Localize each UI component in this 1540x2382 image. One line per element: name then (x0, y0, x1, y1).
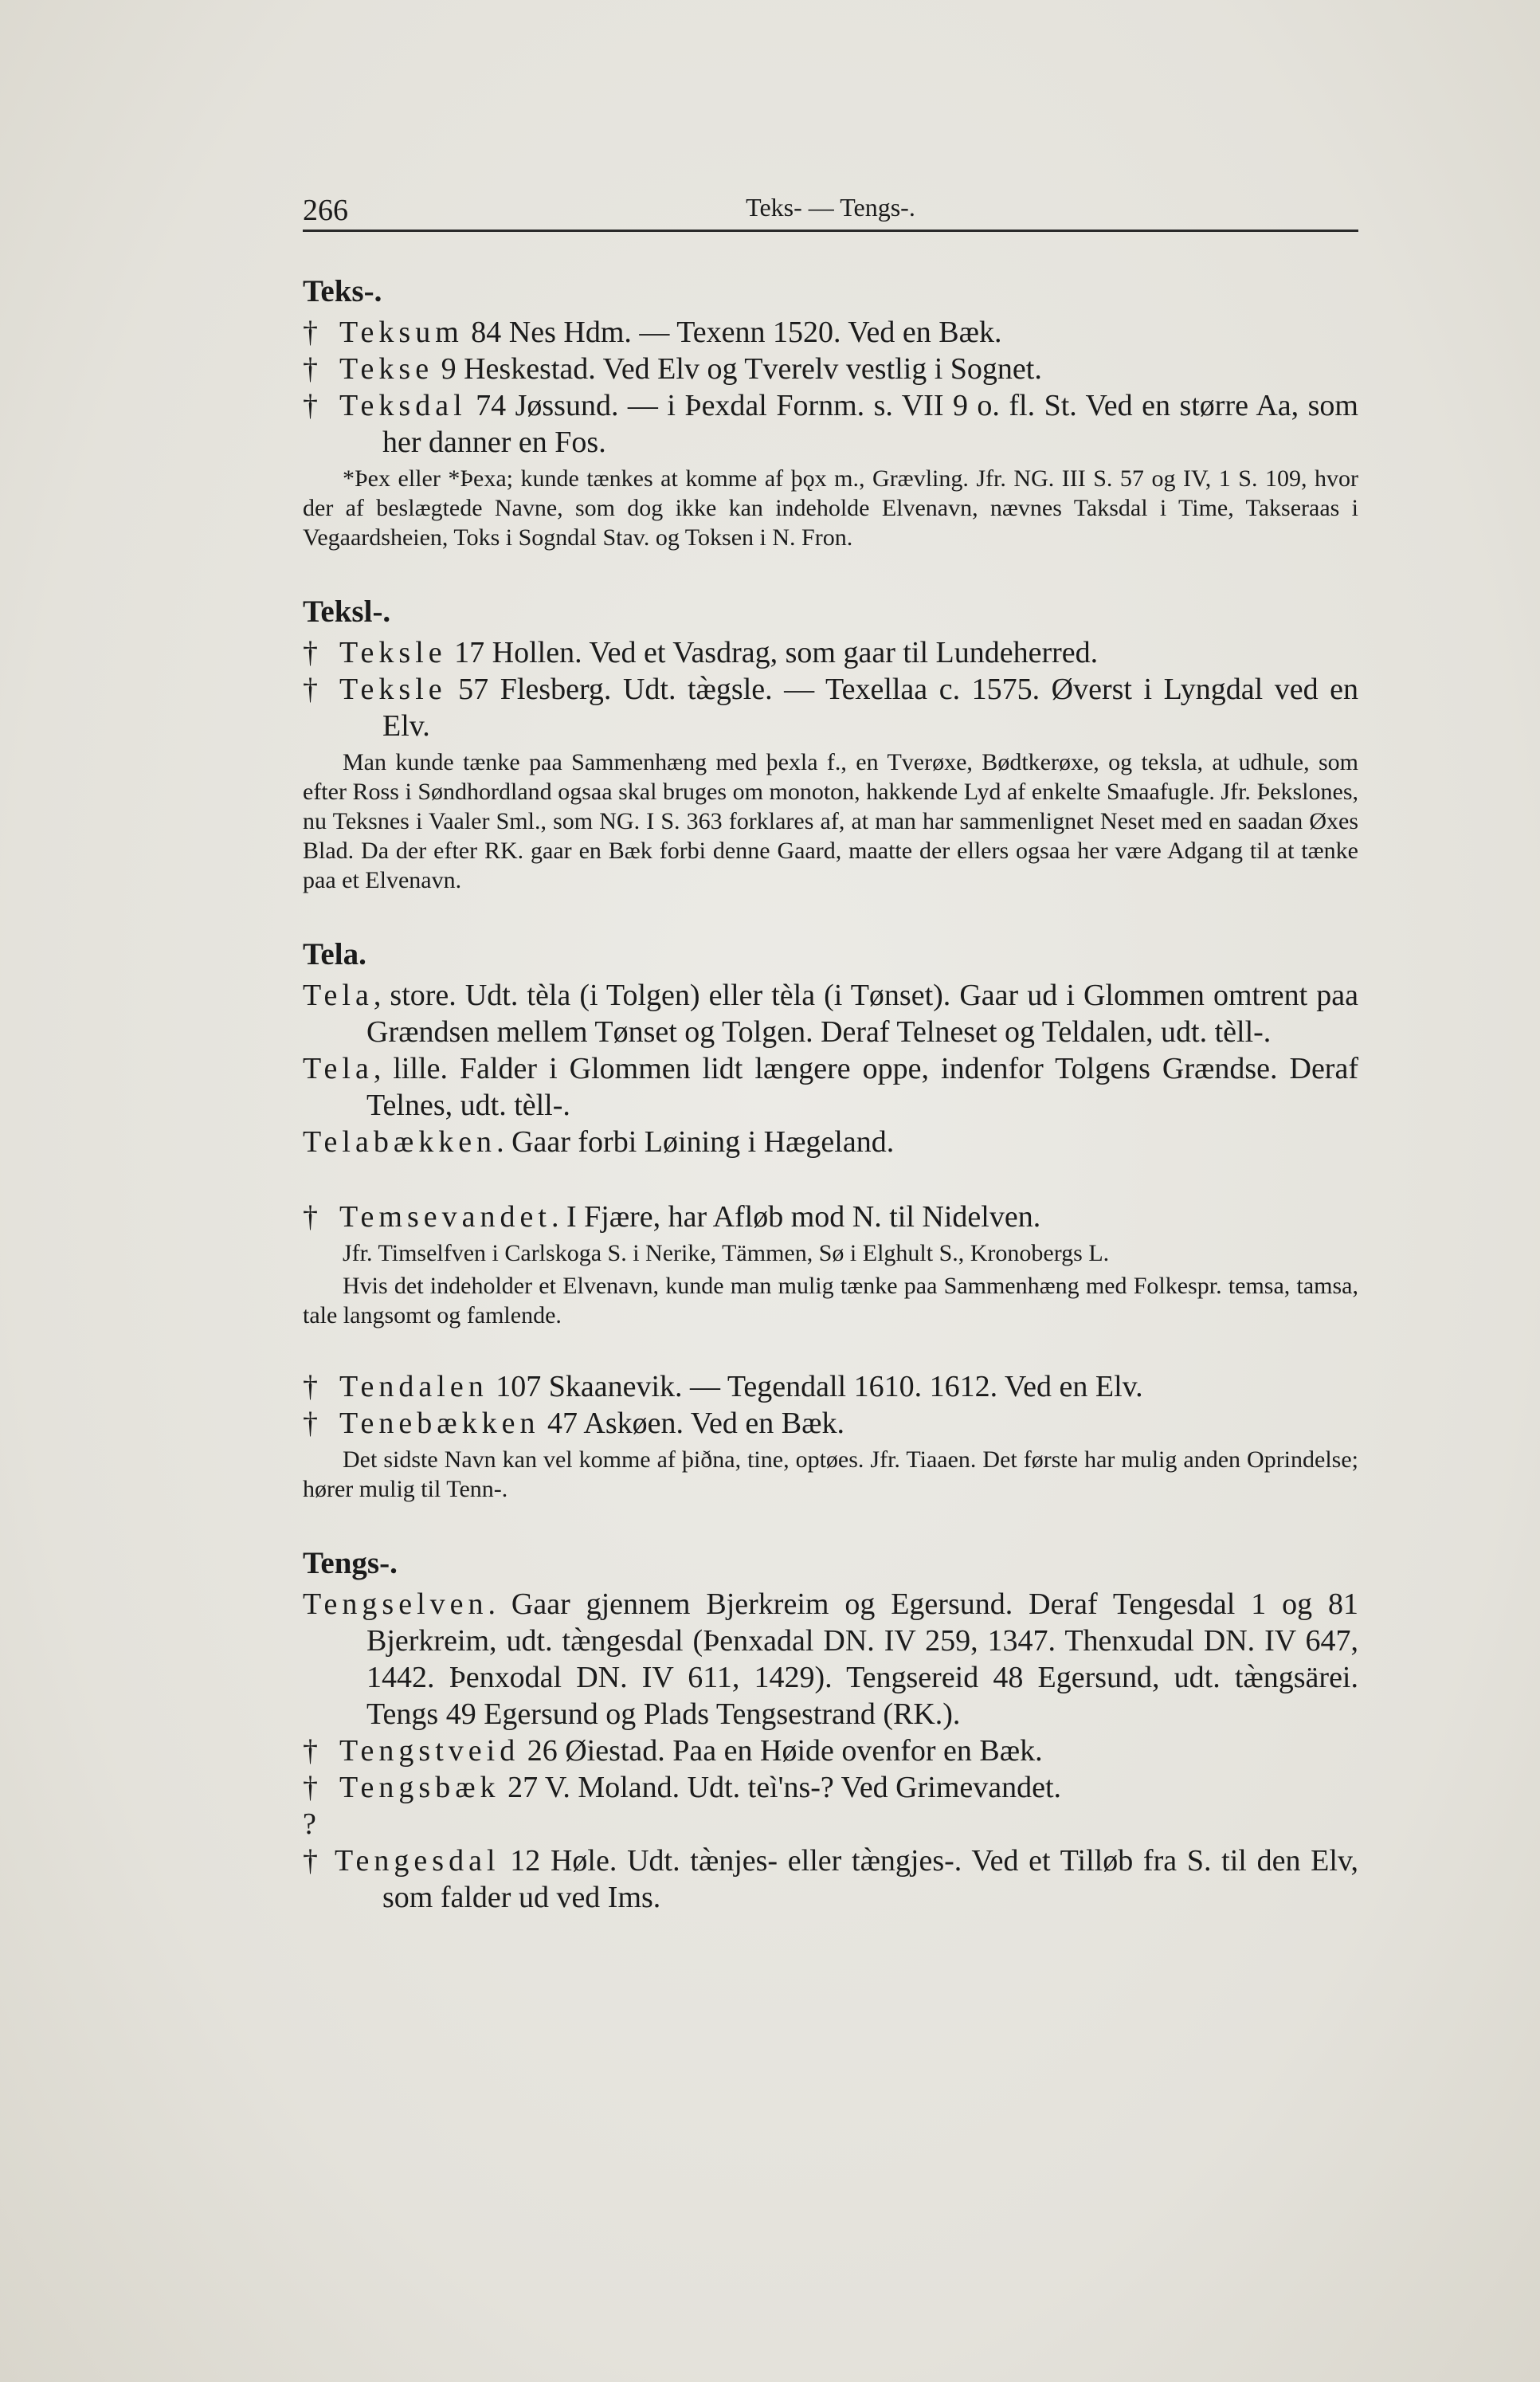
dagger-mark: † (303, 352, 318, 386)
entry-text: 12 Høle. Udt. tæ̀njes- eller tæ̀ngjes-. Ved et Tilløb fra S. til den Elv, som falder ud ved Ims. (382, 1844, 1358, 1914)
page-header (303, 188, 1358, 232)
entry-headword: Tela (303, 1052, 374, 1085)
entry-text: , store. Udt. tèla (i Tolgen) eller tèla (i Tønset). Gaar ud i Glommen omtrent paa Grændsen mellem Tønset og Tolgen. Deraf Telneset og Teldalen, udt. tèll-. (366, 979, 1358, 1049)
entry-headword: Tela (303, 979, 374, 1012)
entry (303, 1199, 1358, 1235)
note-paragraph: Man kunde tænke paa Sammenhæng med þexla f., en Tverøxe, Bødtkerøxe, og teksla, at udhule, som efter Ross i Søndhordland ogsaa skal bruges om monoton, hakkende Lyd af enkelte Smaafugle. Jfr. Þekslones, nu Teksnes i Vaaler Sml., som NG. I S. 363 forklares af, at man har sammenlignet Neset med en saadan Øxes Blad. Da der efter RK. gaar en Bæk forbi denne Gaard, maatte der ellers ogsaa her være Adgang til at tænke paa et Elvenavn. (303, 749, 1358, 893)
dagger-mark: ? † (303, 1807, 318, 1878)
entry-headword: Temsevandet (339, 1200, 551, 1234)
section-teksl (303, 594, 1358, 895)
section-heading: Teks-. (303, 274, 382, 308)
entry-headword: Tekse (339, 352, 434, 386)
entry-text: 27 V. Moland. Udt. teì'ns-? Ved Grimevandet. (500, 1771, 1062, 1804)
entry-text: 47 Askøen. Ved en Bæk. (539, 1407, 844, 1440)
running-title: Teks- — Tengs-. (746, 193, 915, 222)
entry-text: 107 Skaanevik. — Tegendall 1610. 1612. Ved en Elv. (488, 1370, 1143, 1403)
entry-text: 9 Heskestad. Ved Elv og Tverelv vestlig i Sognet. (433, 352, 1042, 386)
entry-headword: Tenebækken (339, 1407, 540, 1440)
entry-text: , lille. Falder i Glommen lidt længere oppe, indenfor Tolgens Grændse. Deraf Telnes, udt. tèll-. (366, 1052, 1358, 1122)
dagger-mark: † (303, 1370, 318, 1403)
entry (303, 1405, 1358, 1442)
entry (303, 977, 1358, 1050)
entry (303, 671, 1358, 744)
entry (303, 1050, 1358, 1124)
entry-text: 26 Øiestad. Paa en Høide ovenfor en Bæk. (519, 1734, 1043, 1768)
section-tengs (303, 1545, 1358, 1916)
entry-headword: Teksle (339, 636, 447, 669)
entry-headword: Tendalen (339, 1370, 488, 1403)
entry (303, 387, 1358, 461)
dagger-mark: † (303, 1200, 318, 1234)
note-paragraph: Hvis det indeholder et Elvenavn, kunde man mulig tænke paa Sammenhæng med Folkespr. temsa, tamsa, tale langsomt og famlende. (303, 1273, 1358, 1328)
entry-headword: Teksdal (339, 389, 467, 422)
entry (303, 1586, 1358, 1733)
entry (303, 1769, 1358, 1806)
entry (303, 634, 1358, 671)
entry (303, 351, 1358, 387)
entry-text: 74 Jøssund. — i Þexdal Fornm. s. VII 9 o. fl. St. Ved en større Aa, som her danner en Fos. (382, 389, 1358, 459)
entry (303, 314, 1358, 351)
dagger-mark: † (303, 636, 318, 669)
entry-headword: Tengselven (303, 1587, 488, 1621)
entry-headword: Teksle (339, 673, 447, 706)
entry-text: 84 Nes Hdm. — Texenn 1520. Ved en Bæk. (463, 316, 1002, 349)
section-heading: Tela. (303, 937, 366, 971)
dagger-mark: † (303, 316, 318, 349)
note-paragraph: *Þex eller *Þexa; kunde tænkes at komme af þǫx m., Grævling. Jfr. NG. III S. 57 og IV, 1 S. 109, hvor der af beslægtede Navne, som dog ikke kan indeholde Elvenavn, nævnes Taksdal i Time, Takseraas i Vegaardsheien, Toks i Sogndal Stav. og Toksen i N. Fron. (303, 465, 1358, 551)
section-teks (303, 273, 1358, 552)
dagger-mark: † (303, 1407, 318, 1440)
note-paragraph: Jfr. Timselfven i Carlskoga S. i Nerike, Tämmen, Sø i Elghult S., Kronobergs L. (343, 1240, 1110, 1266)
entry (303, 1368, 1358, 1405)
section-heading: Tengs-. (303, 1546, 398, 1580)
dagger-mark: † (303, 1771, 318, 1804)
entry (303, 1124, 1358, 1160)
dagger-mark: † (303, 389, 318, 422)
entry-headword: Tengstveid (339, 1734, 520, 1768)
entry-text: . Gaar forbi Løining i Hægeland. (496, 1125, 895, 1159)
dagger-mark: † (303, 1734, 318, 1768)
section-heading: Teksl-. (303, 595, 391, 629)
page-content (303, 188, 1358, 1916)
entry-headword: Teksum (339, 316, 464, 349)
entry (303, 1806, 1358, 1916)
entry-text: 57 Flesberg. Udt. tæ̀gsle. — Texellaa c. 1575. Øverst i Lyngdal ved en Elv. (382, 673, 1358, 743)
section-temsevandet (303, 1199, 1358, 1330)
note-paragraph: Det sidste Navn kan vel komme af þiðna, tine, optøes. Jfr. Tiaaen. Det første har mulig anden Oprindelse; hører mulig til Tenn-. (303, 1446, 1358, 1502)
entry-headword: Telabækken (303, 1125, 497, 1159)
entry-text: 17 Hollen. Ved et Vasdrag, som gaar til Lundeherred. (446, 636, 1099, 669)
page-number: 266 (303, 194, 348, 227)
entry (303, 1733, 1358, 1769)
entry-text: . I Fjære, har Afløb mod N. til Nidelven. (551, 1200, 1041, 1234)
entry-headword: Tengesdal (335, 1844, 500, 1878)
section-tendalen (303, 1368, 1358, 1504)
dagger-mark: † (303, 673, 318, 706)
entry-text: . Gaar gjennem Bjerkreim og Egersund. Deraf Tengesdal 1 og 81 Bjerkreim, udt. tæ̀ngesdal (Þenxadal DN. IV 259, 1347. Thenxudal DN. IV 647, 1442. Þenxodal DN. IV 611, 1429). Tengsereid 48 Egersund, udt. tæ̀ngsärei. Tengs 49 Egersund og Plads Tengsestrand (RK.). (366, 1587, 1358, 1731)
section-tela (303, 936, 1358, 1160)
entry-headword: Tengsbæk (339, 1771, 500, 1804)
